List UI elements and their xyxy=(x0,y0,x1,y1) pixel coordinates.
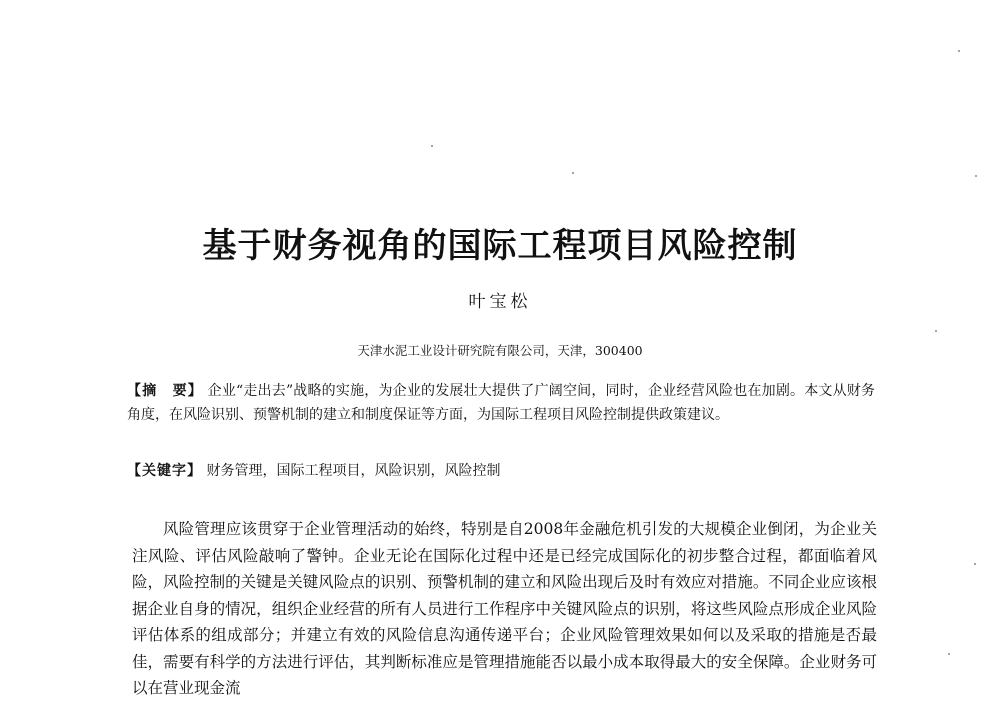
keywords-label: 【关键字】 xyxy=(127,463,202,479)
author-affiliation: 天津水泥工业设计研究院有限公司，天津，300400 xyxy=(357,343,643,358)
scan-speck xyxy=(948,653,950,655)
author-name: 叶宝松 xyxy=(468,292,532,312)
keywords-text: 财务管理，国际工程项目，风险识别，风险控制 xyxy=(206,463,501,479)
keywords-block xyxy=(127,459,875,483)
scan-speck xyxy=(431,145,433,147)
scan-speck xyxy=(975,175,977,177)
abstract-text: 企业“走出去”战略的实施，为企业的发展壮大提供了广阔空间，同时，企业经营风险也在加剧。本文从财务角度，在风险识别、预警机制的建立和制度保证等方面，为国际工程项目风险控制提供政策建议。 xyxy=(127,383,876,423)
scan-speck xyxy=(572,172,574,174)
abstract-block xyxy=(127,379,875,427)
scan-speck xyxy=(974,563,976,565)
page-title: 基于财务视角的国际工程项目风险控制 xyxy=(202,226,798,266)
scan-speck xyxy=(935,330,937,332)
scan-speck xyxy=(958,50,960,52)
abstract-label: 【摘 要】 xyxy=(127,383,203,399)
body-paragraph: 风险管理应该贯穿于企业管理活动的始终，特别是自2008年金融危机引发的大规模企业倒闭，为企业关注风险、评估风险敲响了警钟。企业无论在国际化过程中还是已经完成国际化的初步整合过程，都面临着风险，风险控制的关键是关键风险点的识别、预警机制的建立和风险出现后及时有效应对措施。不同企业应该根据企业自身的情况，组织企业经营的所有人员进行工作程序中关键风险点的识别，将这些风险点形成企业风险评估体系的组成部分；并建立有效的风险信息沟通传递平台；企业风险管理效果如何以及采取的措施是否最佳，需要有科学的方法进行评估，其判断标准应是管理措施能否以最小成本取得最大的安全保障。企业财务可以在营业现金流 xyxy=(132,520,877,697)
